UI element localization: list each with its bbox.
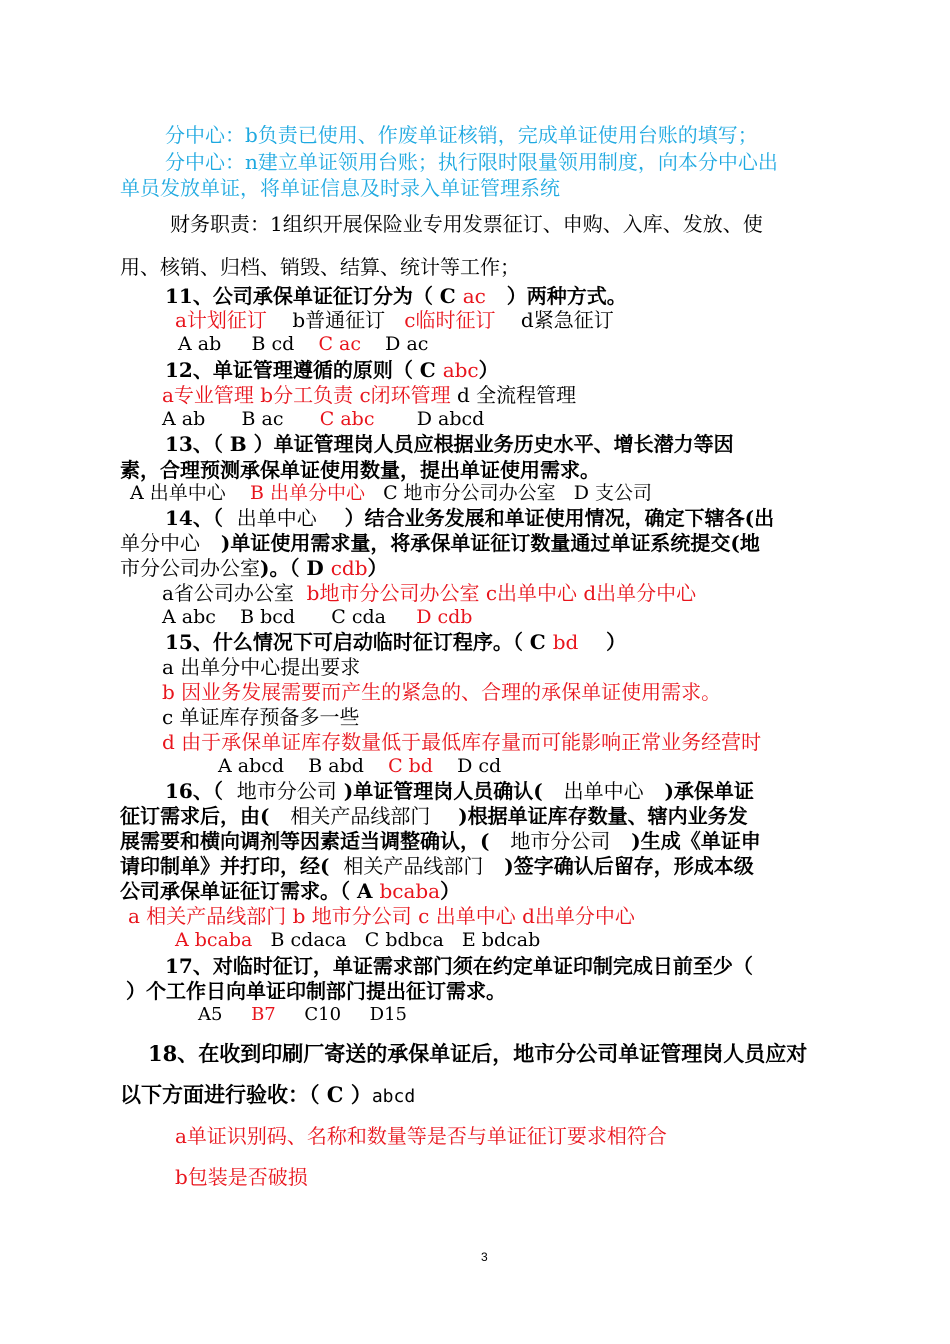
question-17-line-2: ）个工作日向单证印制部门提出征订需求。 bbox=[126, 979, 506, 1003]
question-13-choices: A 出单中心 B 出单分中心 C 地市分公司办公室 D 支公司 bbox=[130, 482, 653, 504]
question-14-choices: A abc B bcd C cda D cdb bbox=[162, 606, 473, 628]
question-12-choices: A ab B ac C abc D abcd bbox=[162, 408, 485, 430]
question-18-line-1: 18、在收到印刷厂寄送的承保单证后，地市分公司单证管理岗人员应对 bbox=[148, 1041, 808, 1066]
question-12-options: a专业管理 b分工负责 c闭环管理 d 全流程管理 bbox=[162, 383, 577, 407]
question-16-line-4: 请印制单》并打印，经( 相关产品线部门 )签字确认后留存，形成本级 bbox=[120, 854, 754, 878]
question-11-options: a计划征订 b普通征订 c临时征订 d紧急征订 bbox=[175, 308, 614, 332]
question-18-line-2: 以下方面进行验收：（ C ）abcd bbox=[120, 1082, 416, 1107]
question-11-choices: A ab B cd C ac D ac bbox=[178, 333, 429, 355]
question-11: 11、公司承保单证征订分为（ C ac ）两种方式。 bbox=[165, 284, 627, 308]
duty-line-2: 分中心：n建立单证领用台账；执行限时限量领用制度，向本分中心出 bbox=[165, 150, 778, 174]
question-15-option-c: c 单证库存预备多一些 bbox=[162, 705, 360, 729]
question-12: 12、单证管理遵循的原则（ C abc） bbox=[165, 358, 499, 382]
question-14-line-3: 市分公司办公室)。（ D cdb） bbox=[120, 556, 388, 580]
question-14-line-2: 单分中心 )单证使用需求量，将承保单证征订数量通过单证系统提交(地 bbox=[120, 531, 760, 555]
question-16-options: a 相关产品线部门 b 地市分公司 c 出单中心 d出单分中心 bbox=[128, 904, 635, 928]
question-13-line-1: 13、（ B ）单证管理岗人员应根据业务历史水平、增长潜力等因 bbox=[165, 432, 734, 456]
question-15-choices: A abcd B abd C bd D cd bbox=[218, 755, 502, 777]
duty-line-1: 分中心：b负责已使用、作废单证核销，完成单证使用台账的填写； bbox=[165, 123, 758, 147]
question-15-option-d: d 由于承保单证库存数量低于最低库存量而可能影响正常业务经营时 bbox=[162, 730, 762, 754]
question-13-line-2: 素，合理预测承保单证使用数量，提出单证使用需求。 bbox=[120, 458, 600, 482]
question-16-line-5: 公司承保单证征订需求。（ A bcaba） bbox=[120, 879, 461, 903]
question-18-option-b: b包装是否破损 bbox=[175, 1165, 308, 1189]
question-16-line-2: 征订需求后，由( 相关产品线部门 )根据单证库存数量、辖内业务发 bbox=[120, 804, 748, 828]
question-16-choices: A bcaba B cdaca C bdbca E bdcab bbox=[175, 929, 541, 951]
question-14-options: a省公司办公室 b地市分公司办公室 c出单中心 d出单分中心 bbox=[162, 581, 697, 605]
question-15: 15、什么情况下可启动临时征订程序。（ C bd ） bbox=[165, 630, 627, 654]
question-17-line-1: 17、对临时征订，单证需求部门须在约定单证印制完成日前至少（ bbox=[165, 954, 753, 978]
question-18-option-a: a单证识别码、名称和数量等是否与单证征订要求相符合 bbox=[175, 1124, 667, 1148]
finance-duty-line-2: 用、核销、归档、销毁、结算、统计等工作； bbox=[120, 255, 520, 279]
page-number: 3 bbox=[481, 1250, 488, 1264]
finance-duty-line-1: 财务职责：1组织开展保险业专用发票征订、申购、入库、发放、使 bbox=[170, 212, 763, 236]
question-15-option-a: a 出单分中心提出要求 bbox=[162, 655, 361, 679]
question-16-line-3: 展需要和横向调剂等因素适当调整确认，( 地市分公司 )生成《单证申 bbox=[120, 829, 761, 853]
duty-line-3: 单员发放单证，将单证信息及时录入单证管理系统 bbox=[120, 176, 560, 200]
question-17-choices: A5 B7 C10 D15 bbox=[198, 1004, 407, 1025]
question-16-line-1: 16、（ 地市分公司 )单证管理岗人员确认( 出单中心 )承保单证 bbox=[165, 779, 754, 803]
question-15-option-b: b 因业务发展需要而产生的紧急的、合理的承保单证使用需求。 bbox=[162, 680, 722, 704]
question-14-line-1: 14、（ 出单中心 ）结合业务发展和单证使用情况，确定下辖各(出 bbox=[165, 506, 775, 530]
